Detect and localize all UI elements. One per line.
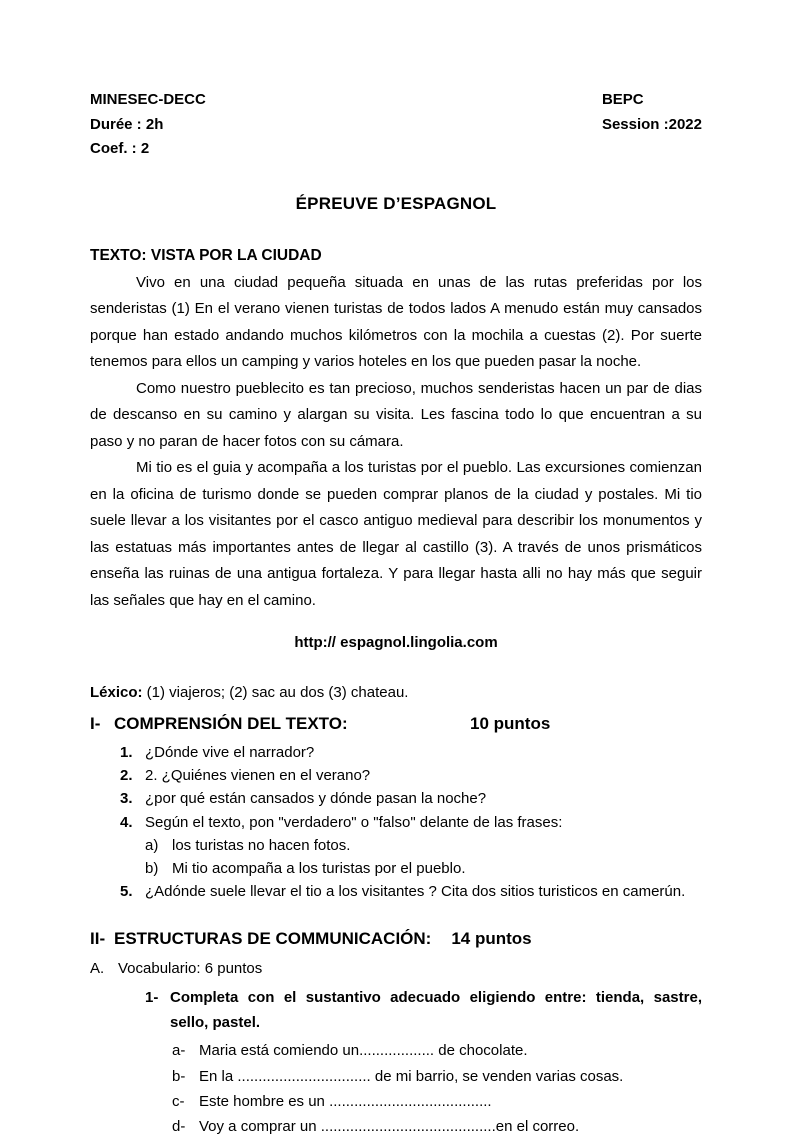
question-4a-text: los turistas no hacen fotos. — [172, 836, 351, 854]
session-label: Session :2022 — [601, 115, 702, 133]
question-4a-number: a) — [145, 836, 159, 854]
question-4-text: Según el texto, pon "verdadero" o "falso" delante de las frases: — [145, 813, 563, 831]
question-3 — [90, 787, 702, 810]
institution-label: MINESEC-DECC — [90, 91, 206, 108]
exam-board-label: BEPC — [601, 91, 644, 108]
fill-in-item-c-text: Este hombre es un ....................................... — [199, 1092, 492, 1110]
fill-in-item-b — [90, 1064, 702, 1089]
fill-in-item-d-text: Voy a comprar un ..........................................en el correo. — [199, 1118, 580, 1136]
section-1-points: 10 puntos — [470, 714, 551, 733]
question-3-text: ¿por qué están cansados y dónde pasan la noche? — [145, 790, 487, 808]
fill-in-item-a — [90, 1038, 702, 1063]
fill-in-item-a-letter: a- — [172, 1042, 186, 1060]
lexicon-line — [90, 684, 702, 701]
fill-in-item-b-letter: b- — [172, 1067, 186, 1085]
question-2 — [90, 764, 702, 787]
question-5-number: 5. — [120, 883, 133, 901]
reading-paragraph-2: Como nuestro pueblecito es tan precioso, muchos senderistas hacen un par de dias de descanso en su camino y alargan su visita. Les fascina todo lo que encuentran a su paso y no paran de hacer fotos con su cámara. — [90, 379, 702, 450]
vocabulary-exercise-1 — [90, 985, 702, 1035]
section-1-numeral: I- — [90, 714, 101, 733]
question-4b-text: Mi tio acompaña a los turistas por el pueblo. — [172, 860, 466, 878]
section-2-numeral: II- — [90, 929, 106, 949]
question-5-text: ¿Adónde suele llevar el tio a los visitantes ? Cita dos sitios turisticos en camerún. — [145, 883, 686, 901]
exercise-1-instruction: Completa con el sustantivo adecuado eligiendo entre: tienda, sastre, sello, pastel. — [170, 989, 702, 1032]
question-1-number: 1. — [120, 744, 133, 761]
section-2-heading — [90, 929, 702, 949]
question-4-number: 4. — [120, 813, 133, 831]
reading-paragraph-3: Mi tio es el guia y acompaña a los turistas por el pueblo. Las excursiones comienzan en la oficina de turismo donde se pueden comprar planos de la ciudad y postales. Mi tio suele llevar a los visitantes por el casco antiguo medieval para describir los monumentos y las estatuas más importantes antes de llegar al castillo (3). A través de unos prismáticos enseña las ruinas de una antigua fortaleza. Y para llegar hasta alli no hay más que seguir las señales que hay en el camino. — [90, 459, 702, 609]
question-2-text: 2. ¿Quiénes vienen en el verano? — [145, 767, 371, 785]
question-4b-number: b) — [145, 860, 159, 878]
document-header — [90, 88, 702, 162]
lexicon-text: (1) viajeros; (2) sac au dos (3) chateau. — [142, 684, 409, 701]
part-a-label: Vocabulario: 6 puntos — [118, 960, 263, 978]
header-left-block — [90, 88, 206, 162]
reading-text-heading: TEXTO: VISTA POR LA CIUDAD — [90, 246, 322, 264]
question-4a — [90, 834, 702, 857]
fill-in-item-d-letter: d- — [172, 1118, 186, 1136]
source-url: http:// espagnol.lingolia.com — [294, 634, 498, 651]
section-2-title: ESTRUCTURAS DE COMMUNICACIÓN: — [114, 929, 432, 949]
question-2-number: 2. — [120, 767, 133, 785]
part-a-letter: A. — [90, 960, 105, 978]
comprehension-question-list — [90, 741, 702, 903]
header-right-block — [602, 88, 702, 162]
reading-paragraph-1: Vivo en una ciudad pequeña situada en unas de las rutas preferidas por los senderistas (1) En el verano vienen turistas de todos lados A menudo están muy cansados porque han estado andando muchos kilómetros con la mochila a cuestas (2). Por suerte tenemos para ellos un camping y varios hoteles en los que pueden pasar la noche. — [90, 273, 702, 370]
question-5 — [90, 880, 702, 903]
fill-in-item-c — [90, 1089, 702, 1114]
exam-title: ÉPREUVE D’ESPAGNOL — [295, 193, 497, 213]
question-4b — [90, 857, 702, 880]
question-3-number: 3. — [120, 790, 133, 808]
question-4 — [90, 811, 702, 834]
fill-in-item-c-letter: c- — [172, 1092, 185, 1110]
question-1-text: ¿Dónde vive el narrador? — [145, 744, 315, 761]
part-a-heading — [90, 957, 702, 980]
fill-in-item-list — [90, 1038, 702, 1139]
coefficient-label: Coef. : 2 — [90, 140, 150, 157]
duration-label: Durée : 2h — [90, 115, 164, 133]
section-2-points: 14 puntos — [451, 929, 532, 949]
section-1-title: COMPRENSIÓN DEL TEXTO: — [114, 714, 348, 733]
fill-in-item-d — [90, 1114, 702, 1139]
fill-in-item-b-text: En la ................................ de mi barrio, se venden varias cosas. — [199, 1067, 624, 1085]
section-1-heading — [90, 714, 702, 734]
fill-in-item-a-text: Maria está comiendo un.................. de chocolate. — [199, 1042, 528, 1060]
question-1 — [90, 741, 702, 764]
exercise-1-number: 1- — [145, 989, 159, 1007]
lexicon-label: Léxico: — [90, 684, 143, 701]
